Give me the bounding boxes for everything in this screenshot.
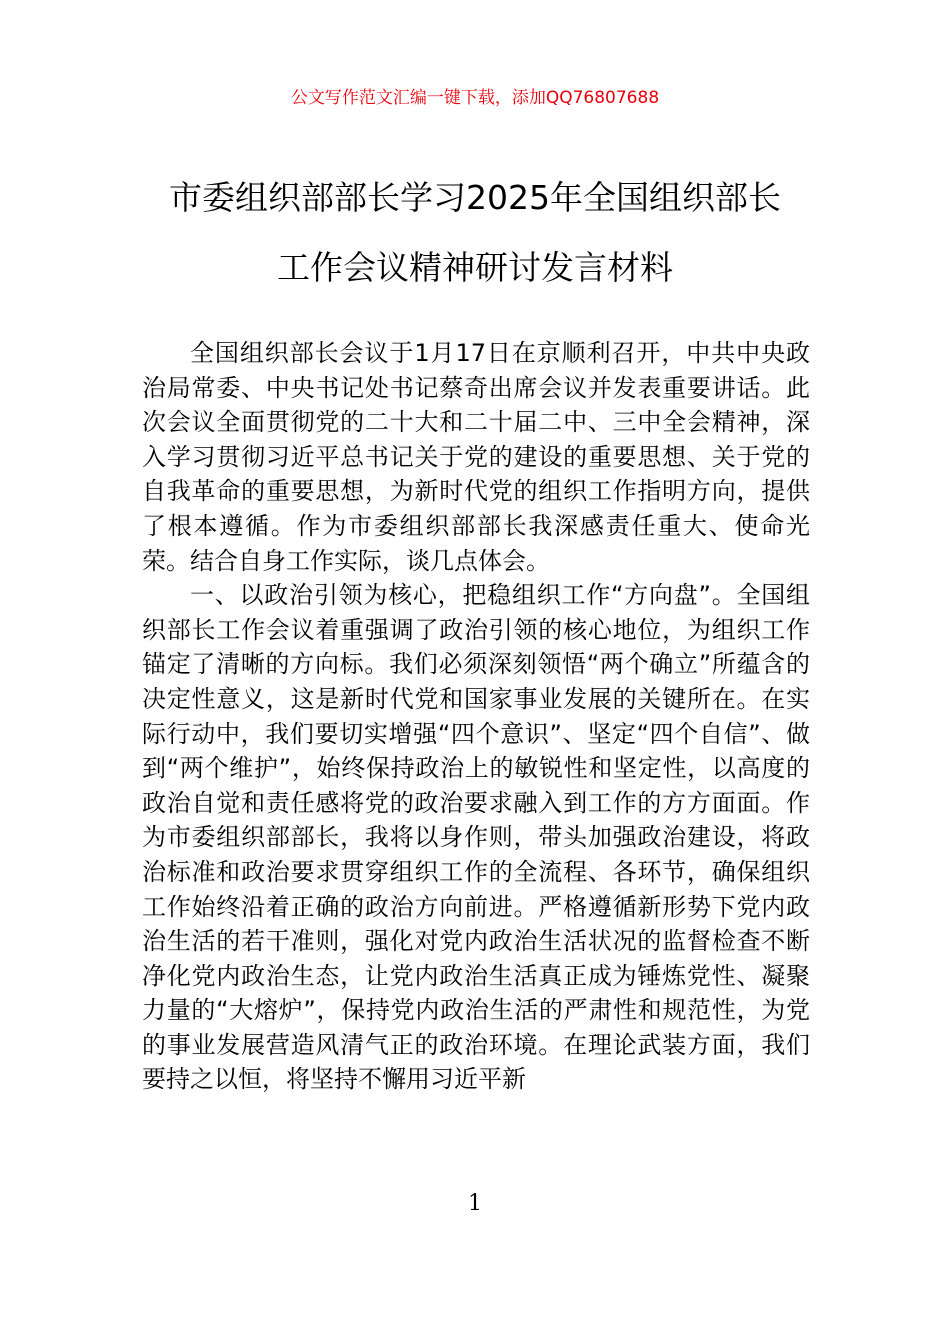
- document-body: [142, 336, 810, 1097]
- document-title-line-1: 市委组织部部长学习2025年全国组织部长: [169, 178, 781, 217]
- paragraph-intro: 全国组织部长会议于1月17日在京顺利召开，中共中央政治局常委、中央书记处书记蔡奇出席会议并发表重要讲话。此次会议全面贯彻党的二十大和二十届二中、三中全会精神，深入学习贯彻习近平总书记关于党的建设的重要思想、关于党的自我革命的重要思想，为新时代党的组织工作指明方向，提供了根本遵循。作为市委组织部部长我深感责任重大、使命光荣。结合自身工作实际，谈几点体会。: [142, 339, 810, 575]
- page-number: 1: [468, 1191, 482, 1216]
- paragraph-section-one: 一、以政治引领为核心，把稳组织工作“方向盘”。全国组织部长工作会议着重强调了政治引领的核心地位，为组织工作锚定了清晰的方向标。我们必须深刻领悟“两个确立”所蕴含的决定性意义，这是新时代党和国家事业发展的关键所在。在实际行动中，我们要切实增强“四个意识”、坚定“四个自信”、做到“两个维护”，始终保持政治上的敏锐性和坚定性，以高度的政治自觉和责任感将党的政治要求融入到工作的方方面面。作为市委组织部部长，我将以身作则，带头加强政治建设，将政治标准和政治要求贯穿组织工作的全流程、各环节，确保组织工作始终沿着正确的政治方向前进。严格遵循新形势下党内政治生活的若干准则，强化对党内政治生活状况的监督检查不断净化党内政治生态，让党内政治生活真正成为锤炼党性、凝聚力量的“大熔炉”，保持党内政治生活的严肃性和规范性，为党的事业发展营造风清气正的政治环境。在理论武装方面，我们要持之以恒，将坚持不懈用习近平新: [142, 581, 810, 1094]
- header-note: 公文写作范文汇编一键下载，添加QQ76807688: [290, 88, 660, 108]
- document-title-line-2: 工作会议精神研讨发言材料: [277, 248, 673, 287]
